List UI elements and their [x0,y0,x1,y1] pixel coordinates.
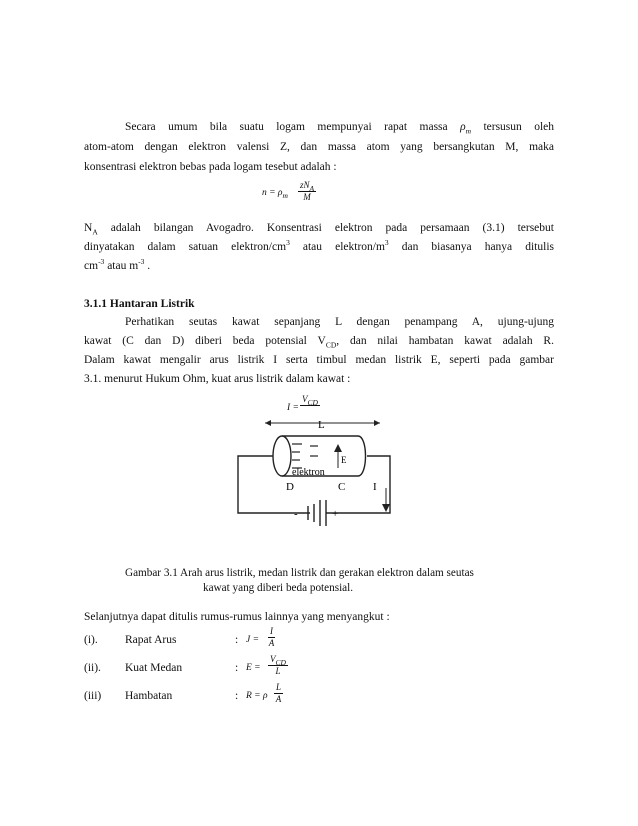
rho-m-symbol: $\rho_m$ [460,121,472,136]
wire-end-face [273,436,291,476]
figure-caption-line2: kawat yang diberi beda potensial. [203,582,354,594]
wire-circuit-figure [230,408,410,528]
field-arrow-head [334,444,342,452]
para1-line1: Secara umum bila suatu logam mempunyai rapat massa $\rho_m$ tersusun oleh [125,121,554,136]
section-line2: kawat (C dan D) diberi beda potensial $V_{CD}$, dan nilai hambatan kawat adalah R. [84,335,554,350]
circuit-wire-right [326,456,390,513]
label-D: D [286,481,294,493]
current-arrow-head [382,504,390,512]
para2-line3: $cm^{-3}$ atau $m^{-3}$ . [84,257,151,272]
length-arrow-right-head [374,420,380,426]
label-plus: + [332,508,339,520]
label-minus: - [294,508,298,520]
formulas-intro: Selanjutnya dapat ditulis rumus-rumus lainnya yang menyangkut : [84,611,390,623]
document-page: Secara umum bila suatu logam mempunyai rapat massa $\rho_m$ tersusun oleh atom-atom dengan elektron valensi Z, dan massa atom yang bersangkutan M, maka konsentrasi elektron bebas pada logam tesebut adalah : $n = \rho_m$ $zN_A$ M $N_A$ adalah bilangan Avogadro. Konsentrasi elektron pada persamaan (3.1) tersebut dinyatakan dalam satuan elektron/$cm^3$ atau elektron/$m^3$ dan biasanya hanya ditulis $cm^{-3}$ atau $m^{-3}$ . 3.1.1 Hantaran Listrik Perhatikan seutas kawat sepanjang L dengan penampang A, ujung-ujung kawat (C dan D) diberi beda potensial $V_{CD}$, dan nilai hambatan kawat adalah R. Dalam kawat mengalir arus listrik I serta timbul medan listrik E, seperti pada gambar 3.1. menurut Hukum Ohm, kuat arus listrik dalam kawat : I = $V_{CD}$ L E elektron - + D C I Gambar 3.1 Arah arus listrik, medan listrik dan gerakan elektron dalam seutas kawat yang diberi beda potensial. Selanjutnya dapat ditulis rumus-rumus lainnya yang menyangkut : (i). Rapat Arus : J = $\frac{I}{A}$ (ii). Kuat Medan : E = $V_{CD}$ L (iii) Hambatan : R = ρ $\frac{L}{A}$ [84,121,554,704]
section-line1: Perhatikan seutas kawat sepanjang L dengan penampang A, ujung-ujung [125,316,554,328]
para1-line2: atom-atom dengan elektron valensi Z, dan massa atom yang bersangkutan M, maka [84,141,554,153]
label-I: I [373,481,377,493]
label-C: C [338,481,346,493]
para2-line1: $N_A$ adalah bilangan Avogadro. Konsentrasi elektron pada persamaan (3.1) tersebut [84,222,554,237]
section-heading: 3.1.1 Hantaran Listrik [84,298,195,310]
figure-caption-line1: Gambar 3.1 Arah arus listrik, medan listrik dan gerakan elektron dalam seutas [125,567,474,579]
section-line4: 3.1. menurut Hukum Ohm, kuat arus listrik dalam kawat : [84,373,351,385]
label-E: E [341,455,347,465]
para1-line3: konsentrasi elektron bebas pada logam tesebut adalah : [84,161,337,173]
section-line3: Dalam kawat mengalir arus listrik I serta timbul medan listrik E, seperti pada gambar [84,354,554,366]
length-arrow-left-head [265,420,271,426]
label-L: L [318,419,325,431]
label-elektron: elektron [292,467,325,478]
para2-line2: dinyatakan dalam satuan elektron/$cm^3$ atau elektron/$m^3$ dan biasanya hanya ditulis [84,238,554,253]
